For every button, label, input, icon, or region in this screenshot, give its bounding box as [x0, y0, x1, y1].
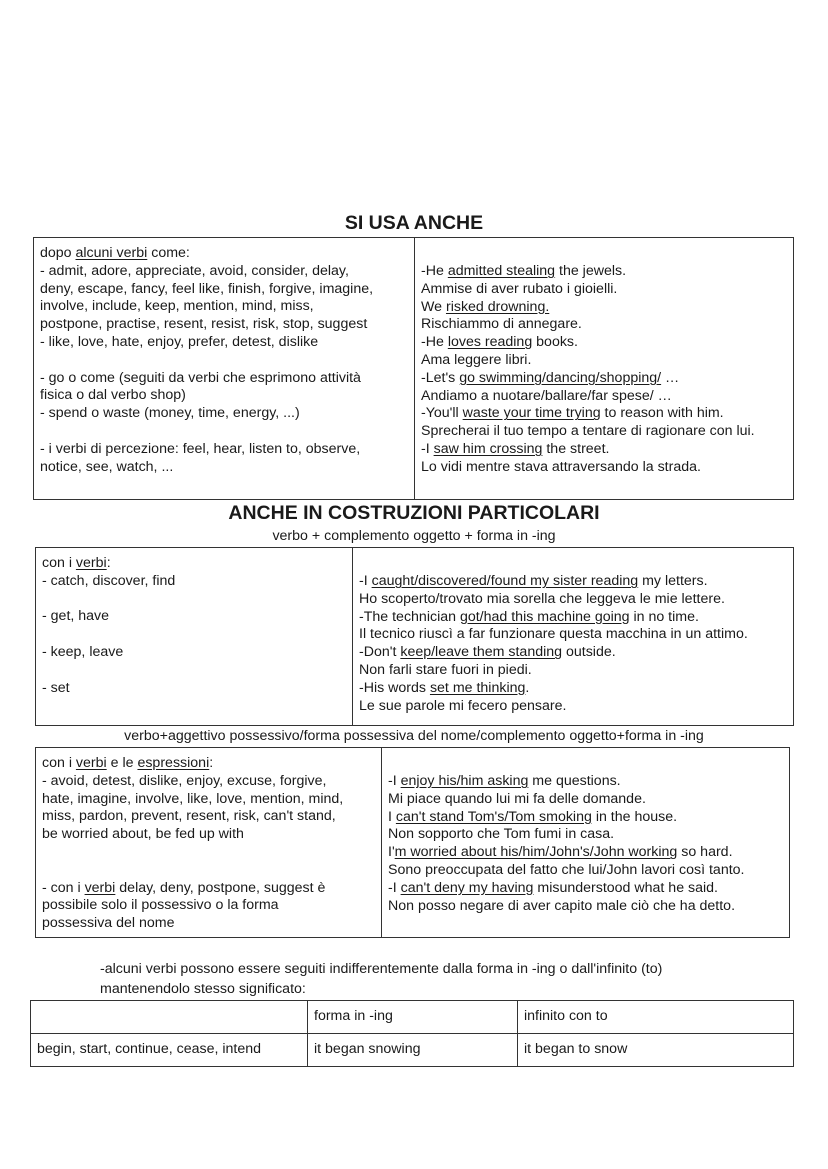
example-line: Non sopporto che Tom fumi in casa. [388, 826, 615, 843]
example-line: -I saw him crossing the street. [421, 440, 610, 457]
table-cell: begin, start, continue, cease, intend [31, 1034, 308, 1067]
verbs-line: - go o come (seguiti da verbi che esprimono attività [40, 369, 361, 386]
example-line: -I enjoy his/him asking me questions. [388, 773, 621, 789]
example-line: Rischiammo di annegare. [421, 316, 582, 333]
examples-column [381, 748, 789, 937]
verbs-line: notice, see, watch, ... [40, 458, 174, 475]
section-title-costruzioni-particolari: ANCHE IN COSTRUZIONI PARTICOLARI [228, 502, 600, 524]
verbs-line: postpone, practise, resent, resist, risk, stop, suggest [40, 316, 368, 333]
examples-column [352, 548, 793, 725]
note-line: mantenendolo stesso significato: [100, 981, 306, 997]
note-line: -alcuni verbi possono essere seguiti indifferentemente dalla forma in -ing o dall'infinito (to) [100, 961, 663, 977]
table-row [31, 1034, 794, 1067]
si-usa-anche-box [33, 237, 794, 500]
table-cell: it began snowing [308, 1034, 518, 1067]
section-subtitle: verbo + complemento oggetto + forma in -ing [272, 528, 556, 544]
example-line: Le sue parole mi fecero pensare. [359, 697, 567, 714]
example-line: I can't stand Tom's/Tom smoking in the house. [388, 808, 678, 825]
verbs-column [36, 548, 352, 725]
verbs-item: - keep, leave [42, 643, 124, 660]
example-line: Andiamo a nuotare/ballare/far spese/ … [421, 387, 672, 404]
verbs-line: fisica o dal verbo shop) [40, 387, 186, 404]
verbs-line: - spend o waste (money, time, energy, ...) [40, 405, 300, 422]
example-line: Ammise di aver rubato i gioielli. [421, 280, 618, 297]
table-header-cell: infinito con to [518, 1001, 794, 1034]
verbs-line: - admit, adore, appreciate, avoid, consider, delay, [40, 262, 349, 279]
possessivo-box [35, 747, 790, 938]
table-header-cell: forma in -ing [308, 1001, 518, 1034]
example-line: Ama leggere libri. [421, 351, 532, 368]
example-line: Non farli stare fuori in piedi. [359, 661, 532, 678]
example-line: Mi piace quando lui mi fa delle domande. [388, 790, 646, 807]
table-header-cell [31, 1001, 308, 1034]
verbs-item: - set [42, 679, 70, 696]
example-line: -I can't deny my having misunderstood what he said. [388, 879, 718, 896]
section-title-si-usa-anche: SI USA ANCHE [344, 212, 484, 234]
verbs-column [36, 748, 381, 937]
verbs-line: miss, pardon, prevent, resent, risk, can't stand, [42, 808, 336, 825]
example-line: I'm worried about his/him/John's/John working so hard. [388, 844, 733, 861]
verbs-line: - i verbi di percezione: feel, hear, listen to, observe, [40, 440, 361, 457]
table-cell: it began to snow [518, 1034, 794, 1067]
verbs-line: deny, escape, fancy, feel like, finish, forgive, imagine, [40, 280, 374, 297]
verbs-note: - con i verbi delay, deny, postpone, suggest è [42, 879, 326, 896]
example-line: Lo vidi mentre stava attraversando la strada. [421, 458, 701, 475]
verbs-line: - avoid, detest, dislike, enjoy, excuse, forgive, [42, 772, 327, 789]
verbs-note: possibile solo il possessivo o la forma [42, 897, 279, 914]
example-line: -Let's go swimming/dancing/shopping/ … [421, 369, 680, 386]
table-header-row [31, 1001, 794, 1034]
underlined-phrase: alcuni verbi [75, 245, 148, 261]
verbs-line: - like, love, hate, enjoy, prefer, detest, dislike [40, 333, 319, 350]
example-line: Non posso negare di aver capito male ciò che ha detto. [388, 897, 736, 914]
example-line: Sono preoccupata del fatto che lui/John lavori così tanto. [388, 861, 745, 878]
costruzioni-box [35, 547, 794, 726]
verbs-line: hate, imagine, involve, like, love, mention, mind, [42, 790, 344, 807]
infinitive-note [100, 959, 800, 999]
example-line: -His words set me thinking. [359, 679, 530, 696]
verbs-line: be worried about, be fed up with [42, 826, 244, 843]
section-subtitle: verbo+aggettivo possessivo/forma possessiva del nome/complemento oggetto+forma in -ing [124, 728, 704, 744]
verbs-intro: dopo alcuni verbi come: [40, 245, 190, 261]
verbs-item: - catch, discover, find [42, 572, 176, 589]
example-line: -You'll waste your time trying to reason with him. [421, 405, 724, 422]
example-line: Il tecnico riuscì a far funzionare questa macchina in un attimo. [359, 626, 748, 643]
example-line: We risked drowning. [421, 298, 550, 315]
ing-vs-infinitive-table [30, 1000, 794, 1067]
example-line: -The technician got/had this machine going in no time. [359, 608, 699, 625]
verbs-note: possessiva del nome [42, 915, 175, 932]
example-line: -He loves reading books. [421, 334, 578, 351]
example-line: Ho scoperto/trovato mia sorella che leggeva le mie lettere. [359, 590, 725, 607]
verbs-line: involve, include, keep, mention, mind, miss, [40, 298, 314, 315]
examples-column [414, 238, 793, 499]
verbs-intro: con i verbi e le espressioni: [42, 755, 214, 771]
example-line: Sprecherai il tuo tempo a tentare di ragionare con lui. [421, 423, 755, 440]
verbs-intro: con i verbi: [42, 555, 111, 571]
verbs-item: - get, have [42, 608, 110, 625]
example-line: -I caught/discovered/found my sister reading my letters. [359, 573, 708, 589]
example-line: -Don't keep/leave them standing outside. [359, 644, 616, 661]
example-line: -He admitted stealing the jewels. [421, 263, 627, 279]
verbs-column [34, 238, 414, 499]
